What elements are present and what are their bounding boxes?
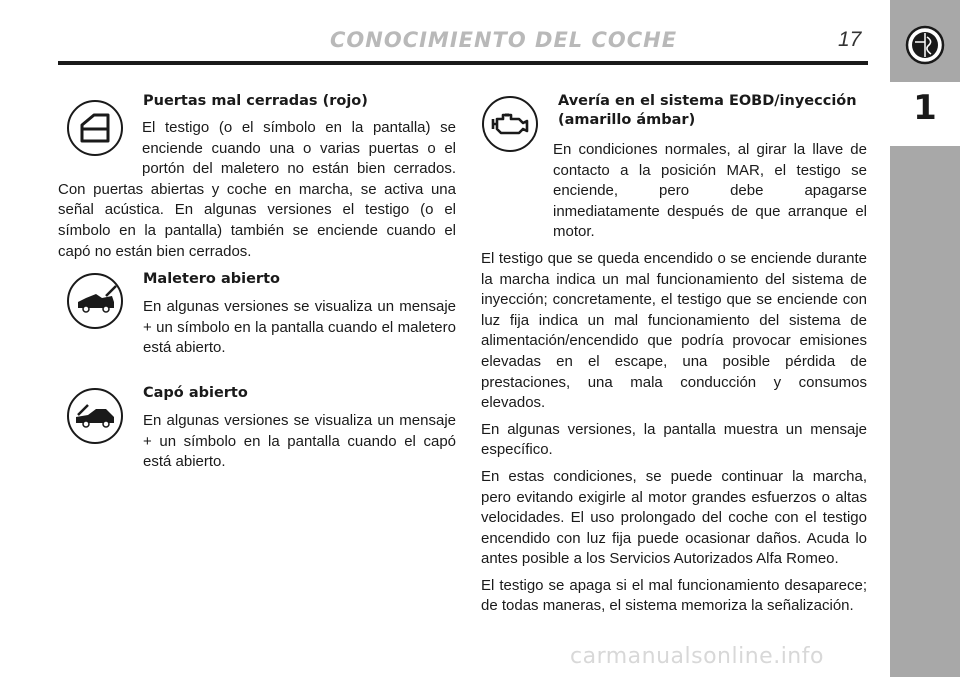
trunk-section-text: En algunas versiones se visualiza un mensaje + un símbolo en la pantalla cuando el maletero está abierto.: [143, 298, 456, 357]
eobd-section-title: Avería en el sistema EOBD/inyección (amarillo ámbar): [558, 93, 857, 128]
eobd-paragraph: En condiciones normales, al girar la llave de contacto a la posición MAR, el testigo se enciende, pero debe apagarse inmediatamente después de que arranque el motor.: [553, 141, 867, 241]
hood-open-icon: [66, 387, 124, 445]
alfa-romeo-logo-icon: [905, 25, 945, 65]
eobd-paragraph: En algunas versiones, la pantalla muestra un mensaje específico.: [481, 420, 867, 459]
trunk-open-icon: [66, 272, 124, 330]
doors-section-text: El testigo (o el símbolo en la pantalla) se enciende cuando una o varias puertas o el portón del maletero no están bien cerrados. Con puertas abiertas y coche en marcha, se activa una señal acústica. En algunas versiones el testigo (o el símbolo en la pantalla) también se enciende cuando el capó no están bien cerrados.: [58, 119, 456, 260]
header-rule: [58, 61, 868, 65]
eobd-paragraph: El testigo que se queda encendido o se enciende durante la marcha indica un mal funcionamiento del sistema de inyección; concretamente, el testigo que se enciende con luz fija indica un mal funcionamiento del sistema de alimentación/encendido que podría provocar emisiones elevadas en el escape, una posible pérdida de prestaciones, una mala conducción y consumos elevados.: [481, 249, 867, 412]
watermark: carmanualsonline.info: [570, 644, 824, 669]
hood-section-title: Capó abierto: [143, 385, 248, 401]
eobd-paragraph: El testigo se apaga si el mal funcionamiento desaparece; de todas maneras, el sistema memoriza la señalización.: [481, 576, 867, 615]
page-header-title: CONOCIMIENTO DEL COCHE: [330, 28, 678, 52]
eobd-paragraph: En estas condiciones, se puede continuar la marcha, pero evitando exigirle al motor grandes esfuerzos o altas velocidades. El uso prolongado del coche con el testigo encendido con luz fija puede ocasionar daños. Acuda lo antes posible a los Servicios Autorizados Alfa Romeo.: [481, 467, 867, 568]
doors-section-title: Puertas mal cerradas (rojo): [143, 93, 368, 109]
eobd-section-text: [481, 140, 867, 623]
hood-section-text: En algunas versiones se visualiza un mensaje + un símbolo en la pantalla cuando el capó está abierto.: [143, 412, 456, 471]
page-number: 17: [838, 28, 862, 51]
chapter-number: 1: [913, 88, 937, 128]
trunk-section-title: Maletero abierto: [143, 271, 280, 287]
